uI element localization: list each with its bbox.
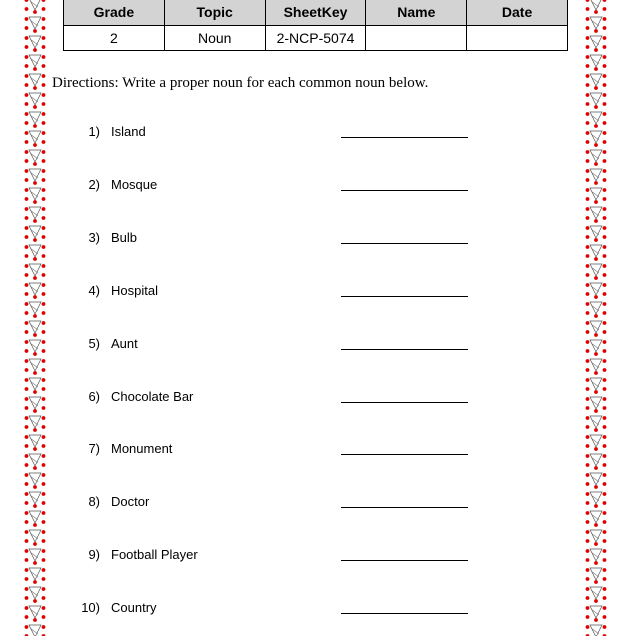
answer-line[interactable] — [341, 560, 468, 561]
answer-line[interactable] — [341, 349, 468, 350]
item-word: Monument — [111, 441, 173, 456]
info-value-row — [64, 26, 568, 51]
value-sheetkey: 2-NCP-5074 — [265, 26, 366, 51]
worksheet-info-table — [63, 0, 568, 51]
list-item — [0, 600, 630, 620]
heart-arrow-icon — [586, 530, 607, 546]
decorative-border-right — [585, 0, 607, 636]
list-item — [0, 389, 630, 409]
heart-arrow-icon — [25, 0, 46, 14]
heart-arrow-icon — [586, 55, 607, 71]
answer-line[interactable] — [341, 296, 468, 297]
item-word: Aunt — [111, 336, 138, 351]
item-word: Mosque — [111, 177, 158, 192]
heart-arrow-icon — [25, 473, 46, 489]
heart-arrow-icon — [586, 321, 607, 337]
heart-arrow-icon — [586, 207, 607, 223]
list-item — [0, 177, 630, 197]
item-word: Doctor — [111, 494, 150, 509]
item-word: Bulb — [111, 230, 138, 245]
item-number: 6) — [88, 389, 100, 404]
item-word: Island — [111, 124, 146, 139]
heart-arrow-icon — [586, 302, 607, 318]
item-number: 3) — [88, 230, 100, 245]
heart-arrow-icon — [25, 36, 46, 52]
heart-arrow-icon — [586, 36, 607, 52]
answer-line[interactable] — [341, 137, 468, 138]
heart-arrow-icon — [586, 17, 607, 33]
heart-arrow-icon — [25, 302, 46, 318]
heart-arrow-icon — [586, 93, 607, 109]
item-number: 7) — [88, 441, 100, 456]
heart-arrow-icon — [586, 74, 607, 90]
date-field[interactable] — [467, 26, 568, 51]
heart-arrow-icon — [25, 17, 46, 33]
heart-arrow-icon — [25, 530, 46, 546]
heart-arrow-icon — [586, 150, 607, 166]
answer-line[interactable] — [341, 613, 468, 614]
list-item — [0, 283, 630, 303]
answer-line[interactable] — [341, 507, 468, 508]
list-item — [0, 441, 630, 461]
list-item — [0, 336, 630, 356]
heart-arrow-icon — [25, 264, 46, 280]
heart-arrow-icon — [25, 150, 46, 166]
item-word: Country — [111, 600, 157, 615]
item-number: 2) — [88, 177, 100, 192]
item-number: 4) — [88, 283, 100, 298]
header-name: Name — [366, 0, 467, 26]
item-number: 10) — [81, 600, 100, 615]
header-sheetkey: SheetKey — [265, 0, 366, 26]
value-topic: Noun — [164, 26, 265, 51]
answer-line[interactable] — [341, 243, 468, 244]
heart-arrow-icon — [586, 473, 607, 489]
item-word: Chocolate Bar — [111, 389, 194, 404]
item-number: 8) — [88, 494, 100, 509]
item-word: Football Player — [111, 547, 198, 562]
answer-line[interactable] — [341, 190, 468, 191]
header-topic: Topic — [164, 0, 265, 26]
heart-arrow-icon — [25, 625, 46, 636]
heart-arrow-icon — [25, 93, 46, 109]
name-field[interactable] — [366, 26, 467, 51]
heart-arrow-icon — [586, 264, 607, 280]
list-item — [0, 124, 630, 144]
header-grade: Grade — [64, 0, 165, 26]
info-header-row — [64, 0, 568, 26]
heart-arrow-icon — [586, 0, 607, 14]
item-number: 1) — [88, 124, 100, 139]
item-word: Hospital — [111, 283, 158, 298]
heart-arrow-icon — [586, 568, 607, 584]
heart-arrow-icon — [25, 416, 46, 432]
directions-text: Directions: Write a proper noun for each common noun below. — [52, 75, 429, 91]
list-item — [0, 230, 630, 250]
heart-arrow-icon — [586, 416, 607, 432]
answer-line[interactable] — [341, 402, 468, 403]
item-number: 9) — [88, 547, 100, 562]
list-item — [0, 547, 630, 567]
answer-line[interactable] — [341, 454, 468, 455]
heart-arrow-icon — [586, 359, 607, 375]
item-number: 5) — [88, 336, 100, 351]
list-item — [0, 494, 630, 514]
heart-arrow-icon — [25, 321, 46, 337]
heart-arrow-icon — [25, 74, 46, 90]
heart-arrow-icon — [25, 207, 46, 223]
heart-arrow-icon — [25, 55, 46, 71]
value-grade: 2 — [64, 26, 165, 51]
heart-arrow-icon — [586, 625, 607, 636]
heart-arrow-icon — [25, 568, 46, 584]
decorative-border-left — [24, 0, 46, 636]
heart-arrow-icon — [25, 359, 46, 375]
header-date: Date — [467, 0, 568, 26]
